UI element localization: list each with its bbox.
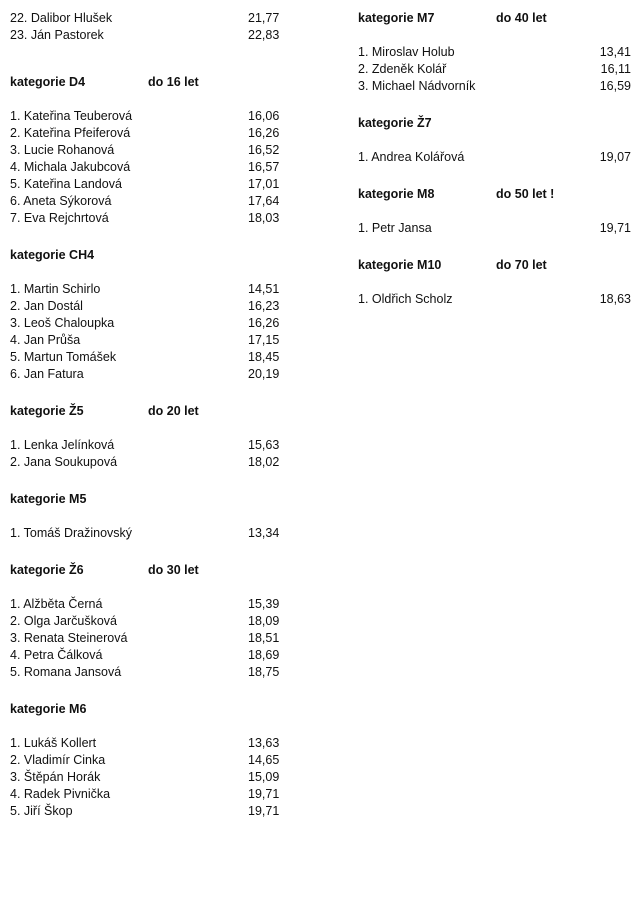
category-age-limit: do 70 let [496,258,547,272]
result-row [10,647,290,664]
result-row [10,193,290,210]
result-row [10,786,290,803]
competitor-name: 1. Martin Schirlo [10,282,101,296]
result-row [10,803,290,820]
result-time: 13,63 [248,736,280,750]
result-row [10,596,290,613]
result-time: 16,23 [248,299,280,313]
result-row [10,735,290,752]
result-time: 22,83 [248,28,280,42]
category-section [10,562,290,681]
competitor-name: 1. Petr Jansa [358,221,432,235]
result-time: 21,77 [248,11,280,25]
result-time: 18,02 [248,455,280,469]
result-row [10,525,290,542]
category-age-limit: do 50 let ! [496,187,555,201]
competitor-name: 4. Michala Jakubcová [10,160,131,174]
result-row [10,613,290,630]
left-column [10,10,290,820]
competitor-name: 3. Leoš Chaloupka [10,316,115,330]
result-time: 17,01 [248,177,280,191]
result-row [10,664,290,681]
category-section [358,10,634,95]
competitor-name: 22. Dalibor Hlušek [10,11,113,25]
result-time: 18,45 [248,350,280,364]
competitor-name: 23. Ján Pastorek [10,28,104,42]
category-heading [10,701,290,718]
category-name: kategorie Ž6 [10,563,84,577]
competitor-name: 1. Lenka Jelínková [10,438,115,452]
result-time: 19,71 [248,787,280,801]
result-time: 18,51 [248,631,280,645]
competitor-name: 2. Zdeněk Kolář [358,62,447,76]
category-name: kategorie D4 [10,75,86,89]
result-time: 16,06 [248,109,280,123]
category-age-limit: do 20 let [148,404,199,418]
result-row [358,291,634,308]
result-time: 16,11 [600,62,631,76]
category-name: kategorie Ž5 [10,404,84,418]
result-time: 13,34 [248,526,280,540]
category-section [358,186,634,237]
result-time: 17,15 [248,333,280,347]
result-row [10,125,290,142]
result-row [10,752,290,769]
competitor-name: 6. Aneta Sýkorová [10,194,112,208]
result-row [10,332,290,349]
result-time: 15,39 [248,597,280,611]
right-column [358,10,634,308]
result-time: 19,07 [599,150,631,164]
category-section [358,115,634,166]
result-row [10,176,290,193]
competitor-name: 3. Štěpán Horák [10,770,101,784]
competitor-name: 7. Eva Rejchrtová [10,211,109,225]
result-time: 19,71 [599,221,631,235]
result-time: 16,26 [248,126,280,140]
category-heading [10,562,290,579]
result-time: 20,19 [248,367,280,381]
result-row [10,366,290,383]
result-time: 18,63 [599,292,631,306]
competitor-name: 3. Renata Steinerová [10,631,128,645]
category-name: kategorie Ž7 [358,116,432,130]
competitor-name: 4. Radek Pivnička [10,787,111,801]
result-time: 18,75 [248,665,280,679]
result-row [10,159,290,176]
competitor-name: 4. Petra Čálková [10,648,103,662]
result-time: 16,52 [248,143,280,157]
result-row [10,10,290,27]
competitor-name: 5. Romana Jansová [10,665,122,679]
category-heading [10,403,290,420]
result-row [10,454,290,471]
category-heading [358,115,634,132]
competitor-name: 2. Jan Dostál [10,299,83,313]
competitor-name: 1. Alžběta Černá [10,597,103,611]
category-heading [358,257,634,274]
competitor-name: 1. Kateřina Teuberová [10,109,133,123]
result-time: 15,09 [248,770,280,784]
category-heading [358,186,634,203]
competitor-name: 3. Lucie Rohanová [10,143,115,157]
result-time: 19,71 [248,804,280,818]
competitor-name: 2. Vladimír Cinka [10,753,106,767]
competitor-name: 5. Martun Tomášek [10,350,117,364]
competitor-name: 6. Jan Fatura [10,367,84,381]
category-section [358,257,634,308]
result-row [358,78,634,95]
category-age-limit: do 30 let [148,563,199,577]
category-age-limit: do 16 let [148,75,199,89]
result-time: 16,57 [248,160,280,174]
result-time: 14,51 [248,282,280,296]
category-section [10,74,290,227]
competitor-name: 3. Michael Nádvorník [358,79,476,93]
result-row [358,149,634,166]
competitor-name: 2. Kateřina Pfeiferová [10,126,131,140]
result-row [10,210,290,227]
result-time: 14,65 [248,753,280,767]
category-section [10,491,290,542]
result-row [10,315,290,332]
competitor-name: 4. Jan Průša [10,333,81,347]
competitor-name: 5. Jiří Škop [10,804,73,818]
category-name: kategorie M10 [358,258,442,272]
competitor-name: 1. Tomáš Dražinovský [10,526,133,540]
result-row [358,61,634,78]
category-name: kategorie M8 [358,187,435,201]
result-row [10,27,290,44]
result-time: 18,09 [248,614,280,628]
category-section [10,403,290,471]
result-time: 16,59 [599,79,631,93]
category-name: kategorie CH4 [10,248,95,262]
result-time: 18,03 [248,211,280,225]
result-row [358,44,634,61]
category-heading [358,10,634,27]
category-name: kategorie M5 [10,492,87,506]
competitor-name: 2. Jana Soukupová [10,455,118,469]
result-row [358,220,634,237]
competitor-name: 5. Kateřina Landová [10,177,122,191]
result-row [10,437,290,454]
result-row [10,108,290,125]
competitor-name: 2. Olga Jarčušková [10,614,117,628]
category-name: kategorie M6 [10,702,87,716]
category-section [10,247,290,383]
competitor-name: 1. Miroslav Holub [358,45,455,59]
competitor-name: 1. Oldřich Scholz [358,292,453,306]
category-section [10,701,290,820]
result-row [10,630,290,647]
result-row [10,769,290,786]
category-heading [10,247,290,264]
result-time: 18,69 [248,648,280,662]
category-heading [10,491,290,508]
result-time: 13,41 [599,45,631,59]
result-row [10,142,290,159]
result-row [10,298,290,315]
result-row [10,349,290,366]
category-age-limit: do 40 let [496,11,547,25]
result-time: 16,26 [248,316,280,330]
result-time: 15,63 [248,438,280,452]
competitor-name: 1. Lukáš Kollert [10,736,97,750]
competitor-name: 1. Andrea Kolářová [358,150,465,164]
category-name: kategorie M7 [358,11,435,25]
category-heading [10,74,290,91]
result-row [10,281,290,298]
result-time: 17,64 [248,194,280,208]
